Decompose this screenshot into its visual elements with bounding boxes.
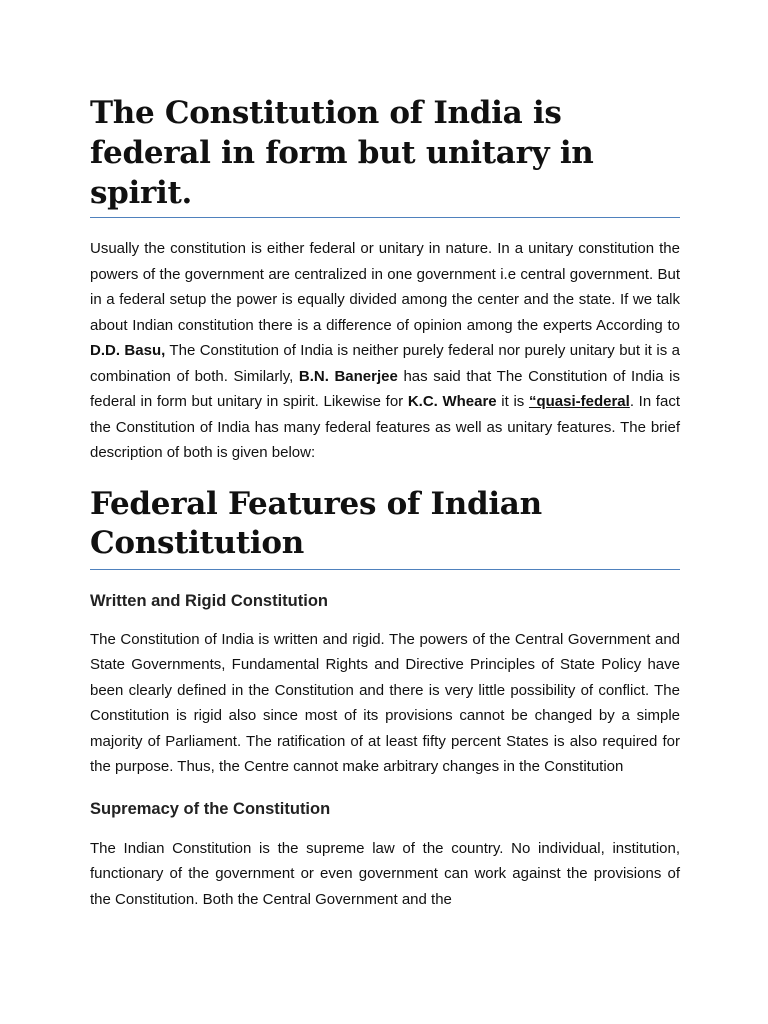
intro-paragraph bbox=[90, 236, 680, 466]
intro-underlined-quasi-federal: “quasi-federal bbox=[528, 393, 630, 410]
intro-text-4: it is bbox=[496, 393, 529, 410]
section-divider bbox=[90, 569, 680, 570]
subsection-heading-supremacy: Supremacy of the Constitution bbox=[90, 799, 331, 818]
intro-bold-basu: D.D. Basu, bbox=[90, 342, 166, 359]
subsection-paragraph-supremacy: The Indian Constitution is the supreme law of the country. No individual, institution, functionary of the government or even government can work against the provisions of the Constitution. Both the Central Government and the bbox=[90, 839, 680, 908]
page-title: The Constitution of India is federal in form but unitary in spirit. bbox=[90, 95, 594, 211]
document-page bbox=[90, 0, 680, 912]
subsection-heading-written-rigid: Written and Rigid Constitution bbox=[90, 591, 328, 610]
intro-text-1: Usually the constitution is either federal or unitary in nature. In a unitary constitution the powers of the government are centralized in one government i.e central government. But in a federal setup the power is equally divided among the center and the state. If we talk about Indian constitution there is a difference of opinion among the experts According to bbox=[90, 240, 680, 334]
subsection-paragraph-written-rigid: The Constitution of India is written and rigid. The powers of the Central Government and State Governments, Fundamental Rights and Directive Principles of State Policy have been clearly defined in the Constitution and there is very little possibility of conflict. The Constitution is rigid also since most of its provisions cannot be changed by a simple majority of Parliament. The ratification of at least fifty percent States is also required for the purpose. Thus, the Centre cannot make arbitrary changes in the Constitution bbox=[90, 630, 680, 775]
title-divider bbox=[90, 217, 680, 218]
intro-text-5: . In fact the Constitution of India has many federal features as well as unitary features. The brief description of both is given below: bbox=[90, 393, 680, 461]
intro-bold-banerjee: B.N. Banerjee bbox=[298, 367, 398, 385]
section-heading: Federal Features of Indian Constitution bbox=[90, 485, 542, 561]
intro-text-2: The Constitution of India is neither purely federal nor purely unitary but it is a combination of both. Similarly, bbox=[90, 342, 680, 385]
intro-text-3: has said that The Constitution of India is federal in form but unitary in spirit. Likewise for bbox=[90, 367, 680, 410]
intro-bold-wheare: K.C. Wheare bbox=[407, 393, 497, 410]
